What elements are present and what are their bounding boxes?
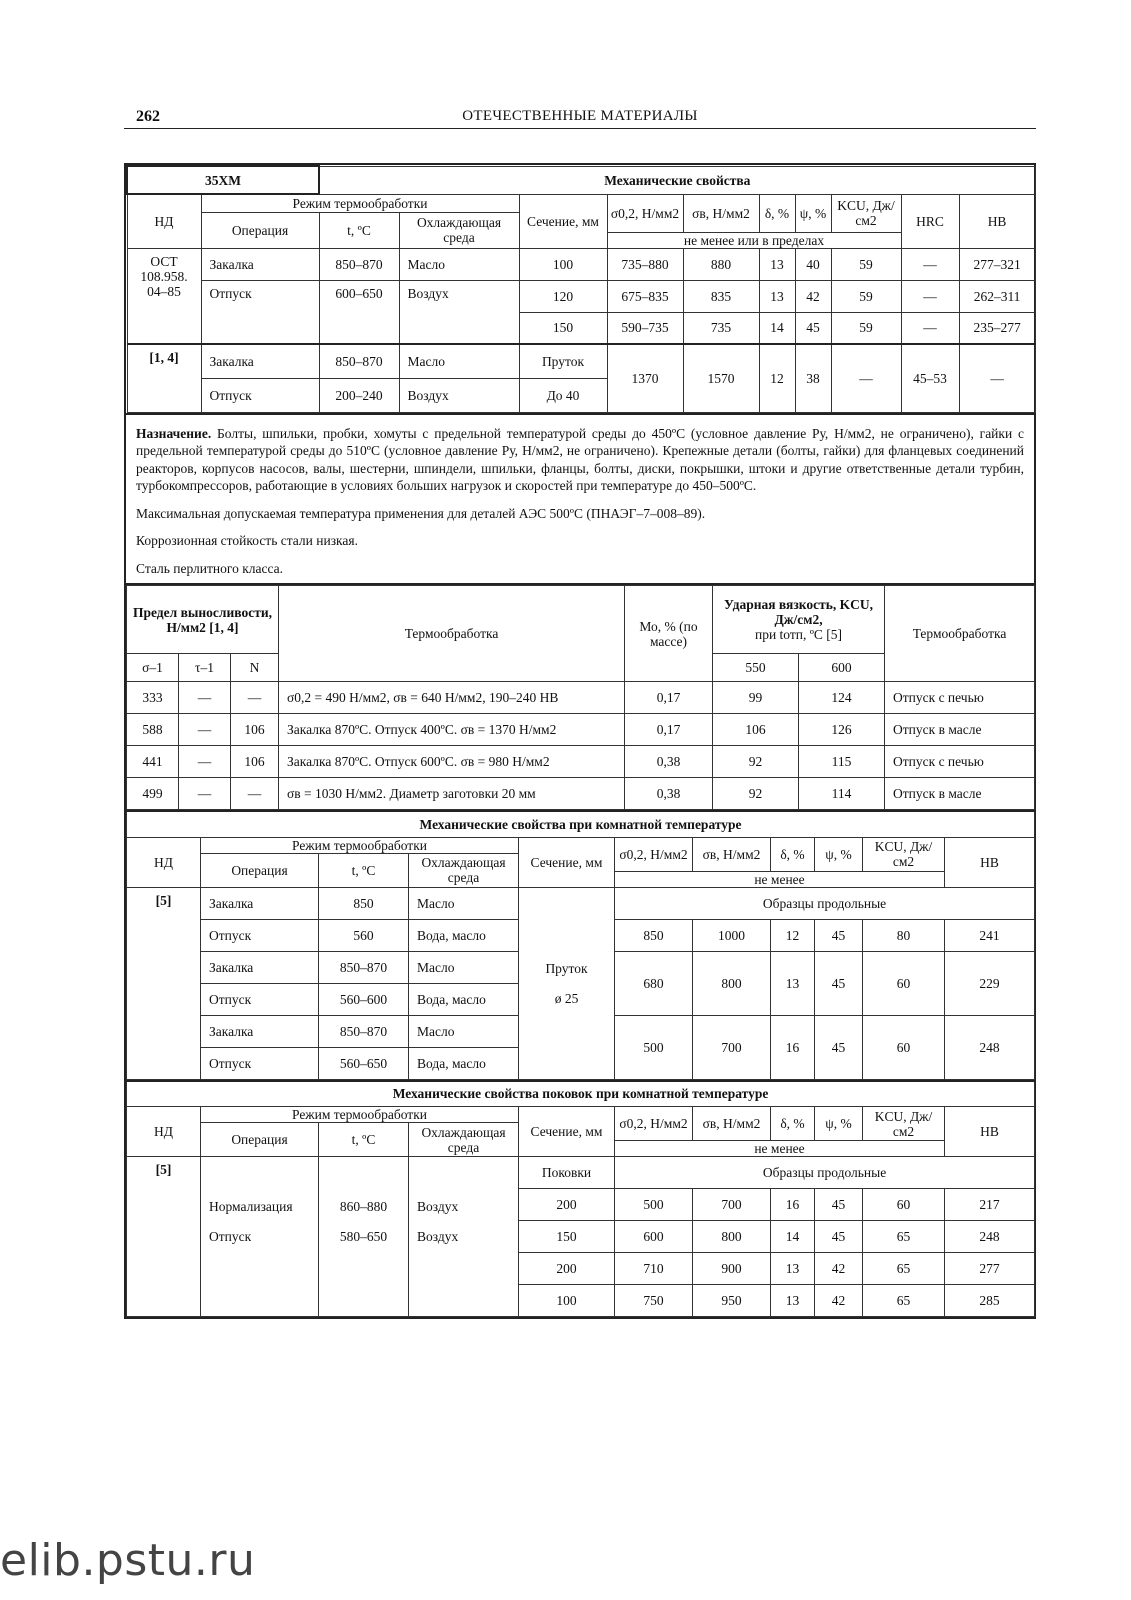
impact-header xyxy=(713,586,885,654)
col-psi: ψ, % xyxy=(815,1107,863,1141)
limit-note: не менее или в пределах xyxy=(607,232,901,248)
cell: 1000 xyxy=(693,919,771,951)
cell: 16 xyxy=(771,1189,815,1221)
cell: 235–277 xyxy=(959,312,1035,344)
section-cell: До 40 xyxy=(519,378,607,412)
samples-note: Образцы продольные xyxy=(615,887,1035,919)
cell: Отпуск в масле xyxy=(885,714,1035,746)
cell: 124 xyxy=(799,682,885,714)
col-operation: Операция xyxy=(201,853,319,887)
section-text: Пруток xyxy=(545,960,588,976)
col-psi: ψ, % xyxy=(815,837,863,871)
cell: — xyxy=(179,714,231,746)
col-delta: δ, % xyxy=(771,1107,815,1141)
purpose-block xyxy=(126,413,1034,586)
cell: 114 xyxy=(799,778,885,810)
cell: 42 xyxy=(815,1285,863,1317)
col-kcu: KCU, Дж/см2 xyxy=(831,194,901,232)
cell: 590–735 xyxy=(607,312,683,344)
cell: 500 xyxy=(615,1015,693,1079)
samples-note: Образцы продольные xyxy=(615,1157,1035,1189)
cell: 13 xyxy=(759,280,795,312)
temperature-cell: 560 xyxy=(319,919,409,951)
cell: — xyxy=(179,778,231,810)
cell: 1370 xyxy=(607,344,683,412)
cooling-text: Воздух xyxy=(417,1199,459,1214)
cooling-cell: Вода, масло xyxy=(409,1047,519,1079)
col-sv: σв, Н/мм2 xyxy=(693,837,771,871)
cell: — xyxy=(959,344,1035,412)
cell: 500 xyxy=(615,1189,693,1221)
col-hrc: HRC xyxy=(901,194,959,248)
cell: — xyxy=(901,280,959,312)
col-temperature: t, ºС xyxy=(319,853,409,887)
col-delta: δ, % xyxy=(771,837,815,871)
cell: 950 xyxy=(693,1285,771,1317)
cell: 333 xyxy=(127,682,179,714)
section-title: Механические свойства xyxy=(319,166,1035,194)
temperature-cell xyxy=(319,1157,409,1317)
temperature-cell: 850–870 xyxy=(319,344,399,378)
table-row xyxy=(127,746,1035,778)
cell: 59 xyxy=(831,312,901,344)
col-sv: σв, Н/мм2 xyxy=(683,194,759,232)
cell: 45–53 xyxy=(901,344,959,412)
endurance-impact-table xyxy=(126,585,1035,810)
cell: 106 xyxy=(231,746,279,778)
impact-title: Ударная вязкость, KCU, Дж/см2, xyxy=(724,597,873,627)
operation-cell: Отпуск xyxy=(201,983,319,1015)
nd-ref: [5] xyxy=(127,1157,201,1317)
cell: 13 xyxy=(771,1253,815,1285)
cell: σв = 1030 Н/мм2. Диаметр заготовки 20 мм xyxy=(279,778,625,810)
section-title: Механические свойства при комнатной температуре xyxy=(127,811,1035,837)
cell: 277 xyxy=(945,1253,1035,1285)
cell: 13 xyxy=(771,1285,815,1317)
cell: 850 xyxy=(615,919,693,951)
cell: 248 xyxy=(945,1015,1035,1079)
col-psi: ψ, % xyxy=(795,194,831,232)
cell: 100 xyxy=(519,248,607,280)
endurance-header: Предел выносливости, Н/мм2 [1, 4] xyxy=(127,586,279,654)
cell: 45 xyxy=(815,1189,863,1221)
cooling-cell: Вода, масло xyxy=(409,983,519,1015)
cell: 14 xyxy=(771,1221,815,1253)
col-hb: НВ xyxy=(945,1107,1035,1157)
cooling-cell: Масло xyxy=(399,248,519,280)
cell: 13 xyxy=(759,248,795,280)
cell: 45 xyxy=(815,951,863,1015)
cell: 248 xyxy=(945,1221,1035,1253)
operation-text: Отпуск xyxy=(209,1229,252,1244)
nd-ost: ОСТ 108.958. 04–85 xyxy=(127,248,201,344)
operation-cell: Отпуск xyxy=(201,378,319,412)
temperature-cell: 200–240 xyxy=(319,378,399,412)
cell: 0,38 xyxy=(625,778,713,810)
cell: Отпуск с печью xyxy=(885,746,1035,778)
nd-ref: [1, 4] xyxy=(127,344,201,412)
cell: 65 xyxy=(863,1253,945,1285)
cell: 13 xyxy=(771,951,815,1015)
cell: 65 xyxy=(863,1221,945,1253)
cell: 14 xyxy=(759,312,795,344)
limit-note: не менее xyxy=(615,871,945,887)
cell: 60 xyxy=(863,1189,945,1221)
cell: 229 xyxy=(945,951,1035,1015)
cell: 60 xyxy=(863,951,945,1015)
cooling-cell: Масло xyxy=(409,887,519,919)
cell: 241 xyxy=(945,919,1035,951)
col-heat-mode: Режим термообработки xyxy=(201,837,519,853)
temperature-cell: 850–870 xyxy=(319,1015,409,1047)
col-nd: НД xyxy=(127,1107,201,1157)
cell: — xyxy=(179,746,231,778)
cell: 735 xyxy=(683,312,759,344)
cell: 42 xyxy=(795,280,831,312)
cell: 92 xyxy=(713,746,799,778)
temperature-text: 580–650 xyxy=(339,1229,388,1244)
cell: 600 xyxy=(615,1221,693,1253)
cell: 150 xyxy=(519,1221,615,1253)
cell: 45 xyxy=(815,1015,863,1079)
max-temperature-text: Максимальная допускаемая температура применения для деталей АЭС 500ºС (ПНАЭГ–7–008–89). xyxy=(136,505,706,521)
col-hb: НВ xyxy=(959,194,1035,248)
cell: 675–835 xyxy=(607,280,683,312)
cell: 99 xyxy=(713,682,799,714)
cell: 900 xyxy=(693,1253,771,1285)
col-operation: Операция xyxy=(201,1123,319,1157)
cooling-cell: Масло xyxy=(409,951,519,983)
col-cooling: Охлаждающая среда xyxy=(409,1123,519,1157)
col-kcu: KCU, Дж/см2 xyxy=(863,1107,945,1141)
temp-550-header: 550 xyxy=(713,654,799,682)
cell: 106 xyxy=(231,714,279,746)
purpose-lead: Назначение. xyxy=(136,425,212,441)
operation-cell: Закалка xyxy=(201,951,319,983)
running-title: ОТЕЧЕСТВЕННЫЕ МАТЕРИАЛЫ xyxy=(462,108,698,124)
col-delta: δ, % xyxy=(759,194,795,232)
cell: 106 xyxy=(713,714,799,746)
cell: 40 xyxy=(795,248,831,280)
cell: 217 xyxy=(945,1189,1035,1221)
cell: 16 xyxy=(771,1015,815,1079)
cell: 700 xyxy=(693,1015,771,1079)
cell: 880 xyxy=(683,248,759,280)
class-text: Сталь перлитного класса. xyxy=(136,560,284,576)
cooling-cell: Воздух xyxy=(399,378,519,412)
cell: 126 xyxy=(799,714,885,746)
nd-ref: [5] xyxy=(127,887,201,1079)
room-temperature-table xyxy=(126,810,1035,1080)
cell: 59 xyxy=(831,280,901,312)
section-cell xyxy=(519,887,615,1079)
operation-cell: Отпуск xyxy=(201,280,319,344)
col-sv: σв, Н/мм2 xyxy=(693,1107,771,1141)
col-nd: НД xyxy=(127,194,201,248)
operation-cell xyxy=(201,1157,319,1317)
cell: — xyxy=(901,312,959,344)
limit-note: не менее xyxy=(615,1141,945,1157)
corrosion-text: Коррозионная стойкость стали низкая. xyxy=(136,533,358,548)
temperature-cell: 850–870 xyxy=(319,951,409,983)
cell: 38 xyxy=(795,344,831,412)
operation-cell: Закалка xyxy=(201,248,319,280)
impact-subtitle: при tотп, ºС [5] xyxy=(754,627,843,642)
col-nd: НД xyxy=(127,837,201,887)
cell: 65 xyxy=(863,1285,945,1317)
cell: 45 xyxy=(795,312,831,344)
cell: 120 xyxy=(519,280,607,312)
sigma-minus1-header: σ–1 xyxy=(127,654,179,682)
temperature-cell: 560–650 xyxy=(319,1047,409,1079)
cell: σ0,2 = 490 Н/мм2, σв = 640 Н/мм2, 190–240 НВ xyxy=(279,682,625,714)
operation-cell: Закалка xyxy=(201,887,319,919)
cell: 80 xyxy=(863,919,945,951)
operation-cell: Отпуск xyxy=(201,1047,319,1079)
cell: 835 xyxy=(683,280,759,312)
cooling-cell: Масло xyxy=(409,1015,519,1047)
col-hb: НВ xyxy=(945,837,1035,887)
heat-treatment-header: Термообработка xyxy=(279,586,625,682)
cell: 12 xyxy=(759,344,795,412)
cell: 710 xyxy=(615,1253,693,1285)
cell: 700 xyxy=(693,1189,771,1221)
cell: 1570 xyxy=(683,344,759,412)
temperature-cell: 850 xyxy=(319,887,409,919)
cell: Закалка 870ºС. Отпуск 600ºС. σв = 980 Н/мм2 xyxy=(279,746,625,778)
temp-600-header: 600 xyxy=(799,654,885,682)
cell: Закалка 870ºС. Отпуск 400ºС. σв = 1370 Н/мм2 xyxy=(279,714,625,746)
table-row xyxy=(127,778,1035,810)
col-heat-mode: Режим термообработки xyxy=(201,194,519,212)
watermark: elib.pstu.ru xyxy=(0,1535,256,1586)
cell: — xyxy=(231,778,279,810)
section-text: ø 25 xyxy=(554,990,579,1006)
temperature-text: 860–880 xyxy=(339,1199,388,1214)
cell: 200 xyxy=(519,1189,615,1221)
n-header: N xyxy=(231,654,279,682)
col-cooling: Охлаждающая среда xyxy=(399,212,519,248)
temperature-cell: 600–650 xyxy=(319,280,399,344)
table-row xyxy=(127,682,1035,714)
operation-cell: Закалка xyxy=(201,344,319,378)
page-number: 262 xyxy=(136,108,160,125)
cell: 45 xyxy=(815,919,863,951)
cell: Отпуск с печью xyxy=(885,682,1035,714)
cell: 735–880 xyxy=(607,248,683,280)
steel-grade: 35ХМ xyxy=(127,166,319,194)
cell: 60 xyxy=(863,1015,945,1079)
temperature-cell: 850–870 xyxy=(319,248,399,280)
operation-text: Нормализация xyxy=(209,1199,293,1214)
cell: — xyxy=(901,248,959,280)
cell: 750 xyxy=(615,1285,693,1317)
col-section: Сечение, мм xyxy=(519,837,615,887)
col-cooling: Охлаждающая среда xyxy=(409,853,519,887)
cooling-cell xyxy=(409,1157,519,1317)
cooling-cell: Масло xyxy=(399,344,519,378)
cell: 12 xyxy=(771,919,815,951)
col-kcu: KCU, Дж/см2 xyxy=(863,837,945,871)
cell: 59 xyxy=(831,248,901,280)
cell: 150 xyxy=(519,312,607,344)
cell: 45 xyxy=(815,1221,863,1253)
cell: 42 xyxy=(815,1253,863,1285)
cooling-cell: Вода, масло xyxy=(409,919,519,951)
col-temperature: t, ºС xyxy=(319,212,399,248)
section-cell: Пруток xyxy=(519,344,607,378)
col-s02: σ0,2, Н/мм2 xyxy=(615,837,693,871)
col-section: Сечение, мм xyxy=(519,194,607,248)
purpose-text: Болты, шпильки, пробки, хомуты с предельной температурой среды до 450ºС (условное давление Ру, Н/мм2, не ограничено), гайки с предельной температурой среды до 510ºС (условное давление Ру, Н/мм2, не ограничено). Крепежные детали (болты, гайки) для фланцевых соединений реакторов, корпусов насосов, валы, шестерни, шпиндели, шпильки, фланцы, болты, диски, покрышки, штоки и другие ответственные детали турбин, турбокомпрессоров, работающие в условиях больших нагрузок и скоростей при температуре до 450–500ºС. xyxy=(136,425,1025,493)
cell: 441 xyxy=(127,746,179,778)
col-operation: Операция xyxy=(201,212,319,248)
cell: — xyxy=(179,682,231,714)
cell: 262–311 xyxy=(959,280,1035,312)
mechanical-properties-table xyxy=(126,165,1036,413)
table-row xyxy=(127,714,1035,746)
col-s02: σ0,2, Н/мм2 xyxy=(607,194,683,232)
cell: 200 xyxy=(519,1253,615,1285)
material-sheet xyxy=(124,163,1036,1319)
cell: 115 xyxy=(799,746,885,778)
cell: 285 xyxy=(945,1285,1035,1317)
tau-minus1-header: τ–1 xyxy=(179,654,231,682)
cell: — xyxy=(231,682,279,714)
cell: 277–321 xyxy=(959,248,1035,280)
cell: 100 xyxy=(519,1285,615,1317)
cell: 588 xyxy=(127,714,179,746)
forgings-table xyxy=(126,1080,1035,1318)
cell: Отпуск в масле xyxy=(885,778,1035,810)
page-header xyxy=(124,106,1036,129)
cell: 0,17 xyxy=(625,714,713,746)
cell: 0,38 xyxy=(625,746,713,778)
cooling-text: Воздух xyxy=(417,1229,459,1244)
col-section: Сечение, мм xyxy=(519,1107,615,1157)
cell: 680 xyxy=(615,951,693,1015)
temperature-cell: 560–600 xyxy=(319,983,409,1015)
section-title: Механические свойства поковок при комнатной температуре xyxy=(127,1081,1035,1107)
mo-header: Мо, % (по массе) xyxy=(625,586,713,682)
cooling-cell: Воздух xyxy=(399,280,519,344)
cell: 800 xyxy=(693,951,771,1015)
cell: 800 xyxy=(693,1221,771,1253)
cell: — xyxy=(831,344,901,412)
col-temperature: t, ºС xyxy=(319,1123,409,1157)
cell: 0,17 xyxy=(625,682,713,714)
purpose-paragraph xyxy=(136,425,1024,495)
cell: 499 xyxy=(127,778,179,810)
col-heat-mode: Режим термообработки xyxy=(201,1107,519,1123)
col-s02: σ0,2, Н/мм2 xyxy=(615,1107,693,1141)
section-cell: Поковки xyxy=(519,1157,615,1189)
heat-treatment-header-2: Термообработка xyxy=(885,586,1035,682)
cell: 92 xyxy=(713,778,799,810)
operation-cell: Отпуск xyxy=(201,919,319,951)
operation-cell: Закалка xyxy=(201,1015,319,1047)
